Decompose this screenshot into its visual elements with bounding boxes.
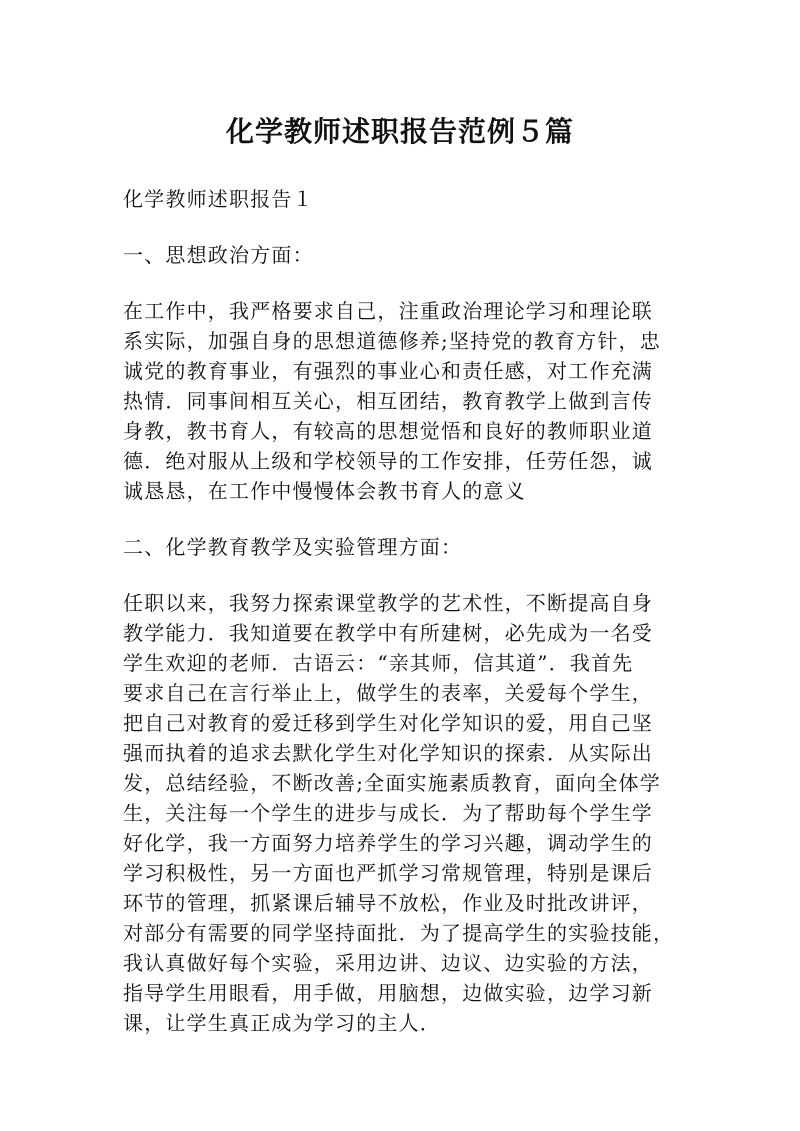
paragraph-line: 任职以来，我努力探索课堂教学的艺术性，不断提高自身 <box>123 591 653 615</box>
paragraph-line: 我认真做好每个实验，采用边讲、边议、边实验的方法， <box>123 951 653 975</box>
paragraph-line: 发，总结经验，不断改善;全面实施素质教育，面向全体学 <box>123 771 661 795</box>
paragraph-line: 德．绝对服从上级和学校领导的工作安排，任劳任怨，诚 <box>123 449 653 473</box>
paragraph-line: 好化学，我一方面努力培养学生的学习兴趣，调动学生的 <box>123 831 653 855</box>
paragraph-line: 生，关注每一个学生的进步与成长．为了帮助每个学生学 <box>123 801 653 825</box>
paragraph-line: 把自己对教育的爱迁移到学生对化学知识的爱，用自己坚 <box>123 711 653 735</box>
paragraph-line: 诚党的教育事业，有强烈的事业心和责任感，对工作充满 <box>123 359 653 383</box>
paragraph-line: 对部分有需要的同学坚持面批．为了提高学生的实验技能， <box>123 921 675 945</box>
paragraph-line: 诚恳恳，在工作中慢慢体会教书育人的意义 <box>123 479 526 503</box>
paragraph-line: 热情．同事间相互关心，相互团结，教育教学上做到言传 <box>123 389 653 413</box>
paragraph-line: 教学能力．我知道要在教学中有所建树，必先成为一名受 <box>123 621 653 645</box>
paragraph-line: 要求自己在言行举止上，做学生的表率，关爱每个学生， <box>123 681 653 705</box>
paragraph-line: 强而执着的追求去默化学生对化学知识的探索．从实际出 <box>123 741 653 765</box>
section-heading-teaching: 二、化学教育教学及实验管理方面： <box>123 535 463 559</box>
paragraph-line: 环节的管理，抓紧课后辅导不放松，作业及时批改讲评， <box>123 891 653 915</box>
paragraph-line: 学生欢迎的老师．古语云：“亲其师，信其道”．我首先 <box>123 651 634 675</box>
paragraph-line: 学习积极性，另一方面也严抓学习常规管理，特别是课后 <box>123 861 653 885</box>
document-title: 化学教师述职报告范例５篇 <box>225 115 574 148</box>
paragraph-line: 身教，教书育人，有较高的思想觉悟和良好的教师职业道 <box>123 419 653 443</box>
paragraph-line: 系实际，加强自身的思想道德修养;坚持党的教育方针，忠 <box>123 329 661 353</box>
paragraph-line: 课，让学生真正成为学习的主人． <box>123 1011 441 1035</box>
section-heading-political: 一、思想政治方面： <box>123 243 314 267</box>
paragraph-line: 指导学生用眼看，用手做，用脑想，边做实验，边学习新 <box>123 981 653 1005</box>
paragraph-line: 在工作中，我严格要求自己，注重政治理论学习和理论联 <box>123 299 653 323</box>
report-subtitle: 化学教师述职报告１ <box>123 187 314 211</box>
